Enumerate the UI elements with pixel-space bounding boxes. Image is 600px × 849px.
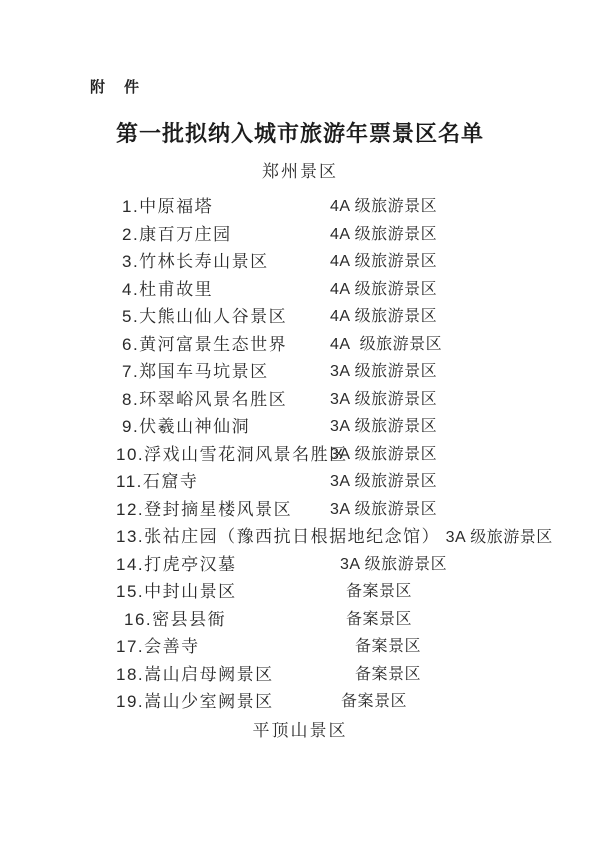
scenic-area-name: 11.石窟寺 [116, 472, 199, 491]
list-item [0, 688, 600, 716]
list-item [0, 468, 600, 496]
scenic-area-name: 16.密县县衙 [124, 609, 227, 629]
scenic-area-name: 12.登封摘星楼风景区 [116, 499, 293, 519]
list-item [0, 578, 600, 606]
list-item [0, 221, 600, 249]
list-item [0, 413, 600, 441]
list-item [0, 551, 600, 579]
section-heading-zhengzhou: 郑州景区 [262, 162, 338, 181]
list-item [0, 496, 600, 524]
list-item [0, 303, 600, 331]
rating-level: 4A 级旅游景区 [330, 253, 438, 270]
rating-level: 3A 级旅游景区 [330, 363, 438, 380]
rating-level: 4A 级旅游景区 [330, 335, 443, 353]
rating-level: 4A 级旅游景区 [330, 225, 438, 243]
rating-level: 3A 级旅游景区 [330, 473, 438, 490]
scenic-area-name: 17.会善寺 [116, 637, 200, 656]
list-item [0, 276, 600, 304]
rating-level: 3A 级旅游景区 [340, 555, 448, 573]
rating-level: 4A 级旅游景区 [330, 198, 438, 215]
list-item [0, 193, 600, 221]
attachment-label: 附 件 [90, 79, 142, 96]
scenic-area-name: 8.环翠峪风景名胜区 [122, 389, 288, 409]
rating-level: 备案景区 [346, 583, 413, 600]
list-item [0, 441, 600, 469]
rating-level: 4A 级旅游景区 [330, 280, 438, 298]
page-title: 第一批拟纳入城市旅游年票景区名单 [115, 121, 484, 146]
scenic-area-name: 1.中原福塔 [122, 197, 214, 216]
rating-level: 3A 级旅游景区 [330, 445, 438, 463]
list-item [0, 331, 600, 359]
scenic-area-name: 9.伏羲山神仙洞 [122, 417, 251, 436]
scenic-area-name: 18.嵩山启母阙景区 [116, 664, 274, 684]
rating-level: 3A 级旅游景区 [330, 500, 438, 518]
rating-level: 备案景区 [341, 693, 408, 710]
rating-level: 4A 级旅游景区 [330, 308, 438, 325]
scenic-area-name: 10.浮戏山雪花洞风景名胜区 [116, 444, 348, 464]
scenic-area-name: 3.竹林长寿山景区 [122, 252, 269, 271]
list-item [0, 386, 600, 414]
list-item [0, 661, 600, 689]
scenic-area-name: 7.郑国车马坑景区 [122, 362, 269, 381]
scenic-area-name: 2.康百万庄园 [122, 224, 232, 244]
list-item [0, 523, 600, 551]
scenic-area-name: 5.大熊山仙人谷景区 [122, 307, 288, 326]
rating-level: 3A 级旅游景区 [445, 529, 553, 546]
scenic-area-list [0, 193, 600, 716]
rating-level: 3A 级旅游景区 [330, 418, 438, 435]
scenic-area-name: 13.张祜庄园（豫西抗日根据地纪念馆） [116, 527, 441, 546]
scenic-area-name: 14.打虎亭汉墓 [116, 554, 237, 574]
section-heading-pingdingshan: 平顶山景区 [252, 721, 348, 740]
list-item [0, 633, 600, 661]
list-item [0, 606, 600, 634]
rating-level: 3A 级旅游景区 [330, 390, 438, 408]
list-item [0, 248, 600, 276]
scenic-area-name: 6.黄河富景生态世界 [122, 334, 288, 354]
scenic-area-name: 19.嵩山少室阙景区 [116, 692, 274, 711]
scenic-area-name: 4.杜甫故里 [122, 279, 214, 299]
rating-level: 备案景区 [355, 665, 422, 683]
rating-level: 备案景区 [355, 638, 422, 655]
scenic-area-name: 15.中封山景区 [116, 582, 237, 601]
rating-level: 备案景区 [346, 610, 413, 628]
list-item [0, 358, 600, 386]
